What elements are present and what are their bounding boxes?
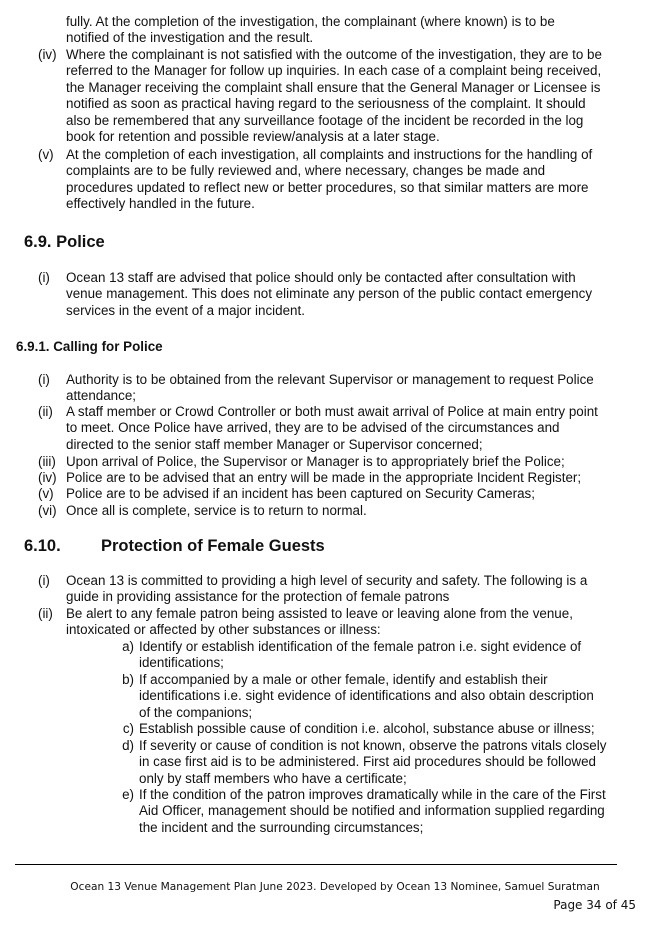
text-line: notified of the investigation and the result. — [66, 30, 314, 46]
text-line: directed to the senior staff member Manager or Supervisor concerned; — [66, 436, 483, 452]
text-line: If severity or cause of condition is not known, observe the patrons vitals closely — [139, 738, 607, 753]
text-line: Police are to be advised if an incident has been captured on Security Cameras; — [66, 486, 535, 501]
text-line: Establish possible cause of condition i.e. alcohol, substance abuse or illness; — [139, 721, 595, 736]
footer-text: Ocean 13 Venue Management Plan June 2023. Developed by Ocean 13 Nominee, Samuel Suratman — [70, 881, 600, 893]
text-line: book for retention and possible review/analysis at a later stage. — [66, 129, 440, 145]
text-line: Be alert to any female patron being assisted to leave or leaving alone from the venue, — [66, 606, 573, 621]
text-line: identifications; — [139, 655, 224, 671]
text-line: of the companions; — [139, 704, 253, 720]
sub-list-letter: d) — [122, 738, 134, 753]
text-line: the Manager receiving the complaint shall ensure that the General Manager or Licensee is — [66, 79, 601, 95]
text-line: services in the event of a major incident. — [66, 302, 305, 318]
sub-list-letter: b) — [122, 672, 134, 687]
list-number: (ii) — [38, 404, 53, 419]
text-line: also be remembered that any surveillance footage of the incident be recorded in the log — [66, 112, 584, 128]
text-line: effectively handled in the future. — [66, 196, 255, 212]
text-line: only by staff members who have a certificate; — [139, 770, 407, 786]
text-line: the incident and the surrounding circumstances; — [139, 819, 424, 835]
section-heading-police: 6.9. Police — [24, 233, 105, 251]
text-line: intoxicated or affected by other substances or illness: — [66, 622, 381, 638]
section-heading-number: 6.10. — [24, 537, 61, 555]
sub-list-letter: c) — [122, 721, 134, 736]
list-number: (vi) — [38, 503, 57, 518]
text-line: At the completion of each investigation, all complaints and instructions for the handling of — [66, 147, 593, 162]
text-line: in case first aid is to be administered. First aid procedures should be followed — [139, 754, 597, 770]
text-line: guide in providing assistance for the protection of female patrons — [66, 589, 450, 605]
text-line: referred to the Manager for follow up inquiries. In each case of a complaint being received, — [66, 63, 602, 79]
text-line: Authority is to be obtained from the relevant Supervisor or management to request Police — [66, 372, 594, 387]
section-heading-female-guests: Protection of Female Guests — [101, 537, 325, 555]
text-line: complaints are to be fully reviewed and, where necessary, changes be made and — [66, 163, 546, 179]
text-line: attendance; — [66, 388, 136, 404]
list-number: (v) — [38, 486, 54, 501]
text-line: to meet. Once Police have arrived, they are to be advised of the circumstances and — [66, 420, 560, 436]
list-number: (ii) — [38, 606, 53, 621]
list-number: (i) — [38, 372, 50, 387]
text-line: Ocean 13 is committed to providing a high level of security and safety. The following is a — [66, 573, 588, 588]
footer-divider — [15, 864, 617, 865]
list-number: (iii) — [38, 454, 56, 469]
text-line: If accompanied by a male or other female, identify and establish their — [139, 672, 548, 687]
list-number: (iv) — [38, 47, 57, 62]
page-number: Page 34 of 45 — [553, 898, 636, 912]
text-line: procedures updated to reflect new or better procedures, so that similar matters are more — [66, 179, 589, 195]
text-line: fully. At the completion of the investigation, the complainant (where known) is to be — [66, 14, 555, 29]
text-line: Aid Officer, management should be notified and information supplied regarding — [139, 803, 605, 819]
intro-paragraph — [66, 14, 638, 47]
text-line: venue management. This does not eliminate any person of the public contact emergency — [66, 286, 593, 302]
list-number: (i) — [38, 270, 50, 285]
text-line: Ocean 13 staff are advised that police should only be contacted after consultation with — [66, 270, 576, 285]
text-line: A staff member or Crowd Controller or both must await arrival of Police at main entry point — [66, 404, 598, 419]
text-line: Once all is complete, service is to return to normal. — [66, 503, 367, 518]
text-line: notified as soon as practical having regard to the seriousness of the complaint. It should — [66, 96, 586, 112]
list-number: (iv) — [38, 470, 57, 485]
sub-list-letter: e) — [122, 787, 134, 802]
subsection-heading-calling-police: 6.9.1. Calling for Police — [16, 339, 163, 354]
text-line: If the condition of the patron improves dramatically while in the care of the First — [139, 787, 606, 802]
text-line: Where the complainant is not satisfied with the outcome of the investigation, they are to be — [66, 47, 602, 62]
text-line: Identify or establish identification of the female patron i.e. sight evidence of — [139, 639, 582, 654]
list-number: (v) — [38, 147, 54, 162]
list-number: (i) — [38, 573, 50, 588]
text-line: identifications i.e. sight evidence of identifications and also obtain description — [139, 688, 594, 704]
sub-list-letter: a) — [122, 639, 134, 654]
text-line: Police are to be advised that an entry will be made in the appropriate Incident Register; — [66, 470, 582, 485]
text-line: Upon arrival of Police, the Supervisor or Manager is to appropriately brief the Police; — [66, 454, 565, 469]
